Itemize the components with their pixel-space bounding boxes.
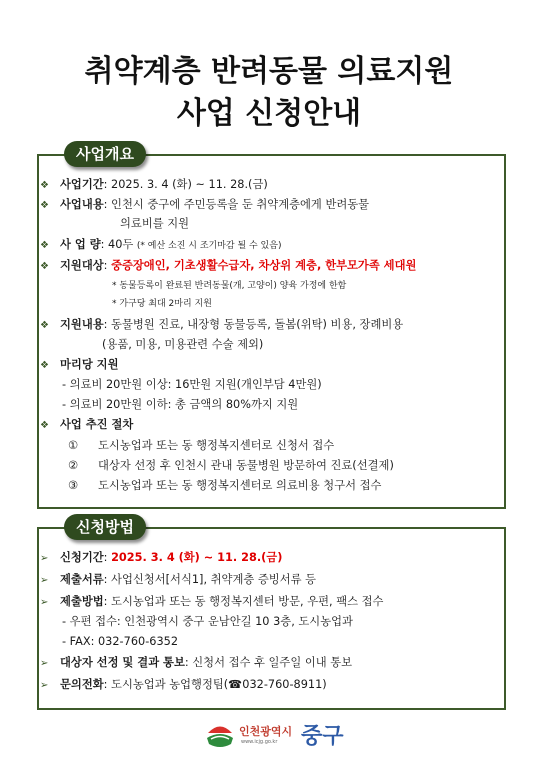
period-row: ❖ 사업기간: 2025. 3. 4 (화) ~ 11. 28.(금) <box>40 177 268 194</box>
logo-city-text: 인천광역시 <box>239 725 293 738</box>
per-head-line-2: - 의료비 20만원 이하: 총 금액의 80%까지 지원 <box>62 398 299 411</box>
docs-row: ➢ 제출서류: 사업신청서[서식1], 취약계층 증빙서류 등 <box>40 572 316 589</box>
arrowhead-bullet-icon: ➢ <box>40 553 49 564</box>
target-note-1: * 동물등록이 완료된 반려동물(개, 고양이) 양육 가정에 한함 <box>112 281 347 291</box>
page-title: 취약계층 반려동물 의료지원 <box>84 54 454 89</box>
diamond-bullet-icon: ❖ <box>40 261 49 272</box>
fax-line: - FAX: 032-760-6352 <box>62 635 179 648</box>
procedure-step: ① 도시농업과 또는 동 행정복지센터로 신청서 접수 <box>68 439 335 452</box>
application-tag: 신청방법 <box>64 514 146 540</box>
diamond-bullet-icon: ❖ <box>40 240 49 251</box>
contact-row: ➢ 문의전화: 도시농업과 농업행정팀(☎032-760-8911) <box>40 677 327 694</box>
page-subtitle: 사업 신청안내 <box>176 96 362 131</box>
diamond-bullet-icon: ❖ <box>40 200 49 211</box>
support-row-cont: (용품, 미용, 미용관련 수술 제외) <box>102 338 264 351</box>
target-note-2: * 가구당 최대 2마리 지원 <box>112 299 212 309</box>
content-row-cont: 의료비를 지원 <box>120 217 190 230</box>
method-row: ➢ 제출방법: 도시농업과 또는 동 행정복지센터 방문, 우편, 팩스 접수 <box>40 594 383 611</box>
support-row: ❖ 지원내용: 동물병원 진료, 내장형 동물등록, 돌봄(위탁) 비용, 장례비용 <box>40 317 403 334</box>
result-row: ➢ 대상자 선정 및 결과 통보: 신청서 접수 후 일주일 이내 통보 <box>40 655 352 672</box>
procedure-step: ② 대상자 선정 후 인천시 관내 동물병원 방문하여 진료(선결제) <box>68 459 394 472</box>
post-line: - 우편 접수: 인천광역시 중구 운남안길 10 3층, 도시농업과 <box>62 615 353 628</box>
diamond-bullet-icon: ❖ <box>40 320 49 331</box>
arrowhead-bullet-icon: ➢ <box>40 575 49 586</box>
diamond-bullet-icon: ❖ <box>40 180 49 191</box>
app-period-row: ➢ 신청기간: 2025. 3. 4 (화) ~ 11. 28.(금) <box>40 550 282 567</box>
diamond-bullet-icon: ❖ <box>40 360 49 371</box>
per-head-line-1: - 의료비 20만원 이상: 16만원 지원(개인부담 4만원) <box>62 378 322 391</box>
procedure-step: ③ 도시농업과 또는 동 행정복지센터로 의료비용 청구서 접수 <box>68 479 382 492</box>
logo-gu-text: 중구 <box>301 724 344 749</box>
logo-url-text: www.icjg.go.kr <box>241 739 278 745</box>
emblem-icon <box>205 720 235 750</box>
per-head-row: ❖ 마리당 지원 <box>40 357 119 374</box>
content-row: ❖ 사업내용: 인천시 중구에 주민등록을 둔 취약계층에게 반려동물 <box>40 197 369 214</box>
procedure-row: ❖ 사업 추진 절차 <box>40 417 133 434</box>
arrowhead-bullet-icon: ➢ <box>40 597 49 608</box>
arrowhead-bullet-icon: ➢ <box>40 680 49 691</box>
target-row: ❖ 지원대상: 중증장애인, 기초생활수급자, 차상위 계층, 한부모가족 세대원 <box>40 258 416 275</box>
arrowhead-bullet-icon: ➢ <box>40 658 49 669</box>
diamond-bullet-icon: ❖ <box>40 420 49 431</box>
scale-row: ❖ 사 업 량: 40두 (* 예산 소진 시 조기마감 될 수 있음) <box>40 237 281 254</box>
overview-tag: 사업개요 <box>64 141 146 167</box>
